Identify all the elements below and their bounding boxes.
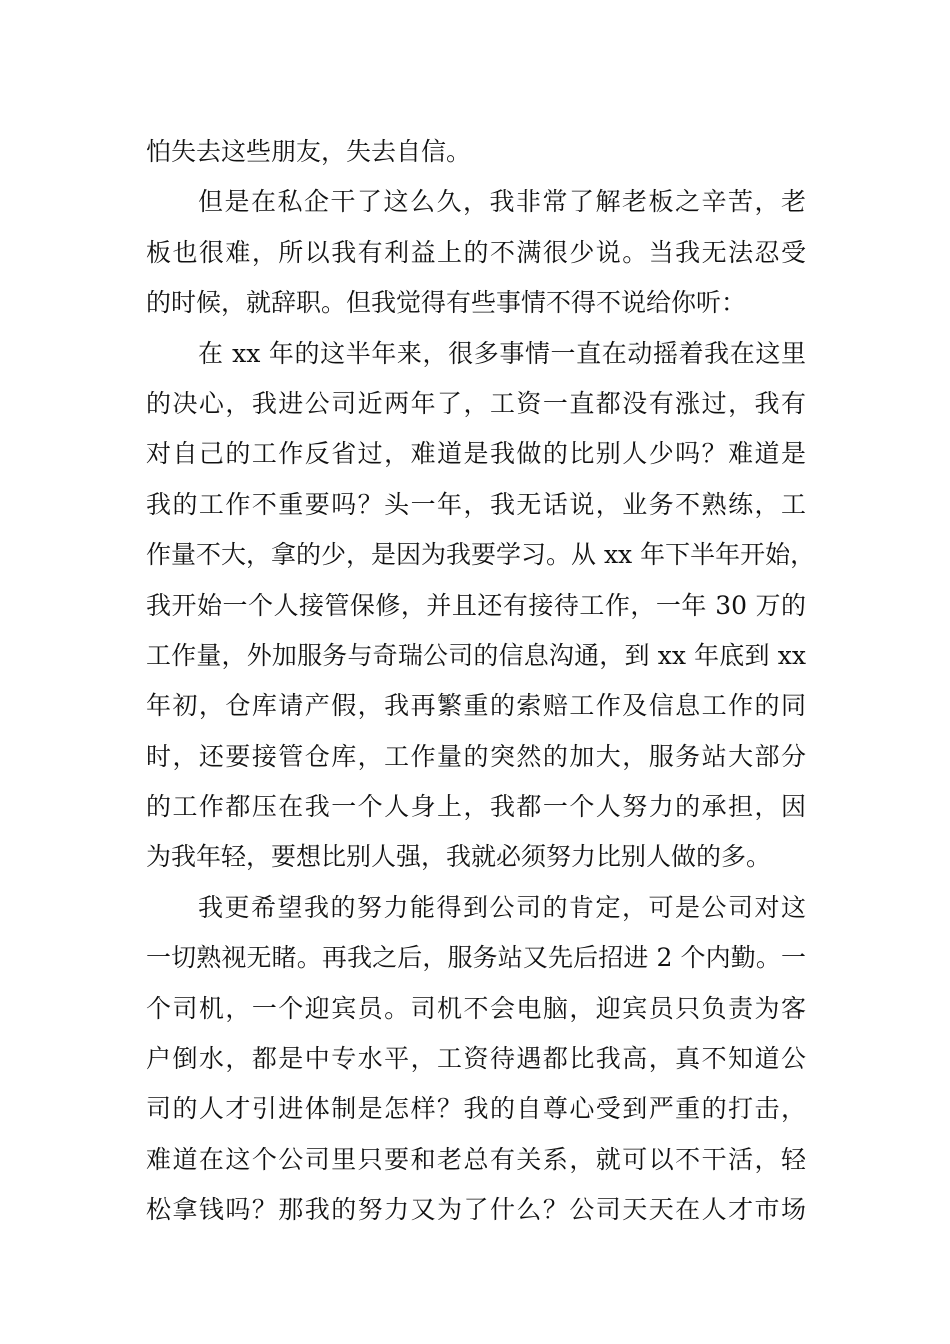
text-line: 对自己的工作反省过，难道是我做的比别人少吗？难道是 [146, 439, 806, 469]
text-line: 个司机，一个迎宾员。司机不会电脑，迎宾员只负责为客 [146, 993, 806, 1023]
text-line: 为我年轻，要想比别人强，我就必须努力比别人做的多。 [146, 842, 772, 872]
text-line: 我更希望我的努力能得到公司的肯定，可是公司对这 [198, 892, 806, 922]
text-line: 年初，仓库请产假，我再繁重的索赔工作及信息工作的同 [146, 691, 806, 721]
body-text [146, 127, 816, 1236]
text-line: 我开始一个人接管保修，并且还有接待工作，一年 30 万的 [146, 590, 806, 620]
text-line: 一切熟视无睹。再我之后，服务站又先后招进 2 个内勤。一 [146, 943, 806, 973]
text-line: 在 xx 年的这半年来，很多事情一直在动摇着我在这里 [198, 338, 806, 368]
text-line: 户倒水，都是中专水平，工资待遇都比我高，真不知道公 [146, 1044, 806, 1074]
text-line: 我的工作不重要吗？头一年，我无话说，业务不熟练，工 [146, 489, 806, 519]
text-line: 但是在私企干了这么久，我非常了解老板之辛苦，老 [198, 187, 806, 217]
text-line: 时，还要接管仓库，工作量的突然的加大，服务站大部分 [146, 741, 806, 771]
text-line: 的时候，就辞职。但我觉得有些事情不得不说给你听： [146, 288, 747, 318]
text-line: 的工作都压在我一个人身上，我都一个人努力的承担，因 [146, 792, 806, 822]
text-line: 的决心，我进公司近两年了，工资一直都没有涨过，我有 [146, 388, 806, 418]
text-line: 怕失去这些朋友，失去自信。 [146, 137, 472, 166]
text-line: 作量不大，拿的少，是因为我要学习。从 xx 年下半年开始， [146, 540, 816, 570]
text-line: 司的人才引进体制是怎样？我的自尊心受到严重的打击， [146, 1094, 806, 1124]
text-line: 工作量，外加服务与奇瑞公司的信息沟通，到 xx 年底到 xx [146, 640, 806, 670]
text-line: 松拿钱吗？那我的努力又为了什么？公司天天在人才市场 [146, 1195, 806, 1225]
text-line: 板也很难，所以我有利益上的不满很少说。当我无法忍受 [146, 237, 806, 267]
text-line: 难道在这个公司里只要和老总有关系，就可以不干活，轻 [146, 1144, 806, 1174]
